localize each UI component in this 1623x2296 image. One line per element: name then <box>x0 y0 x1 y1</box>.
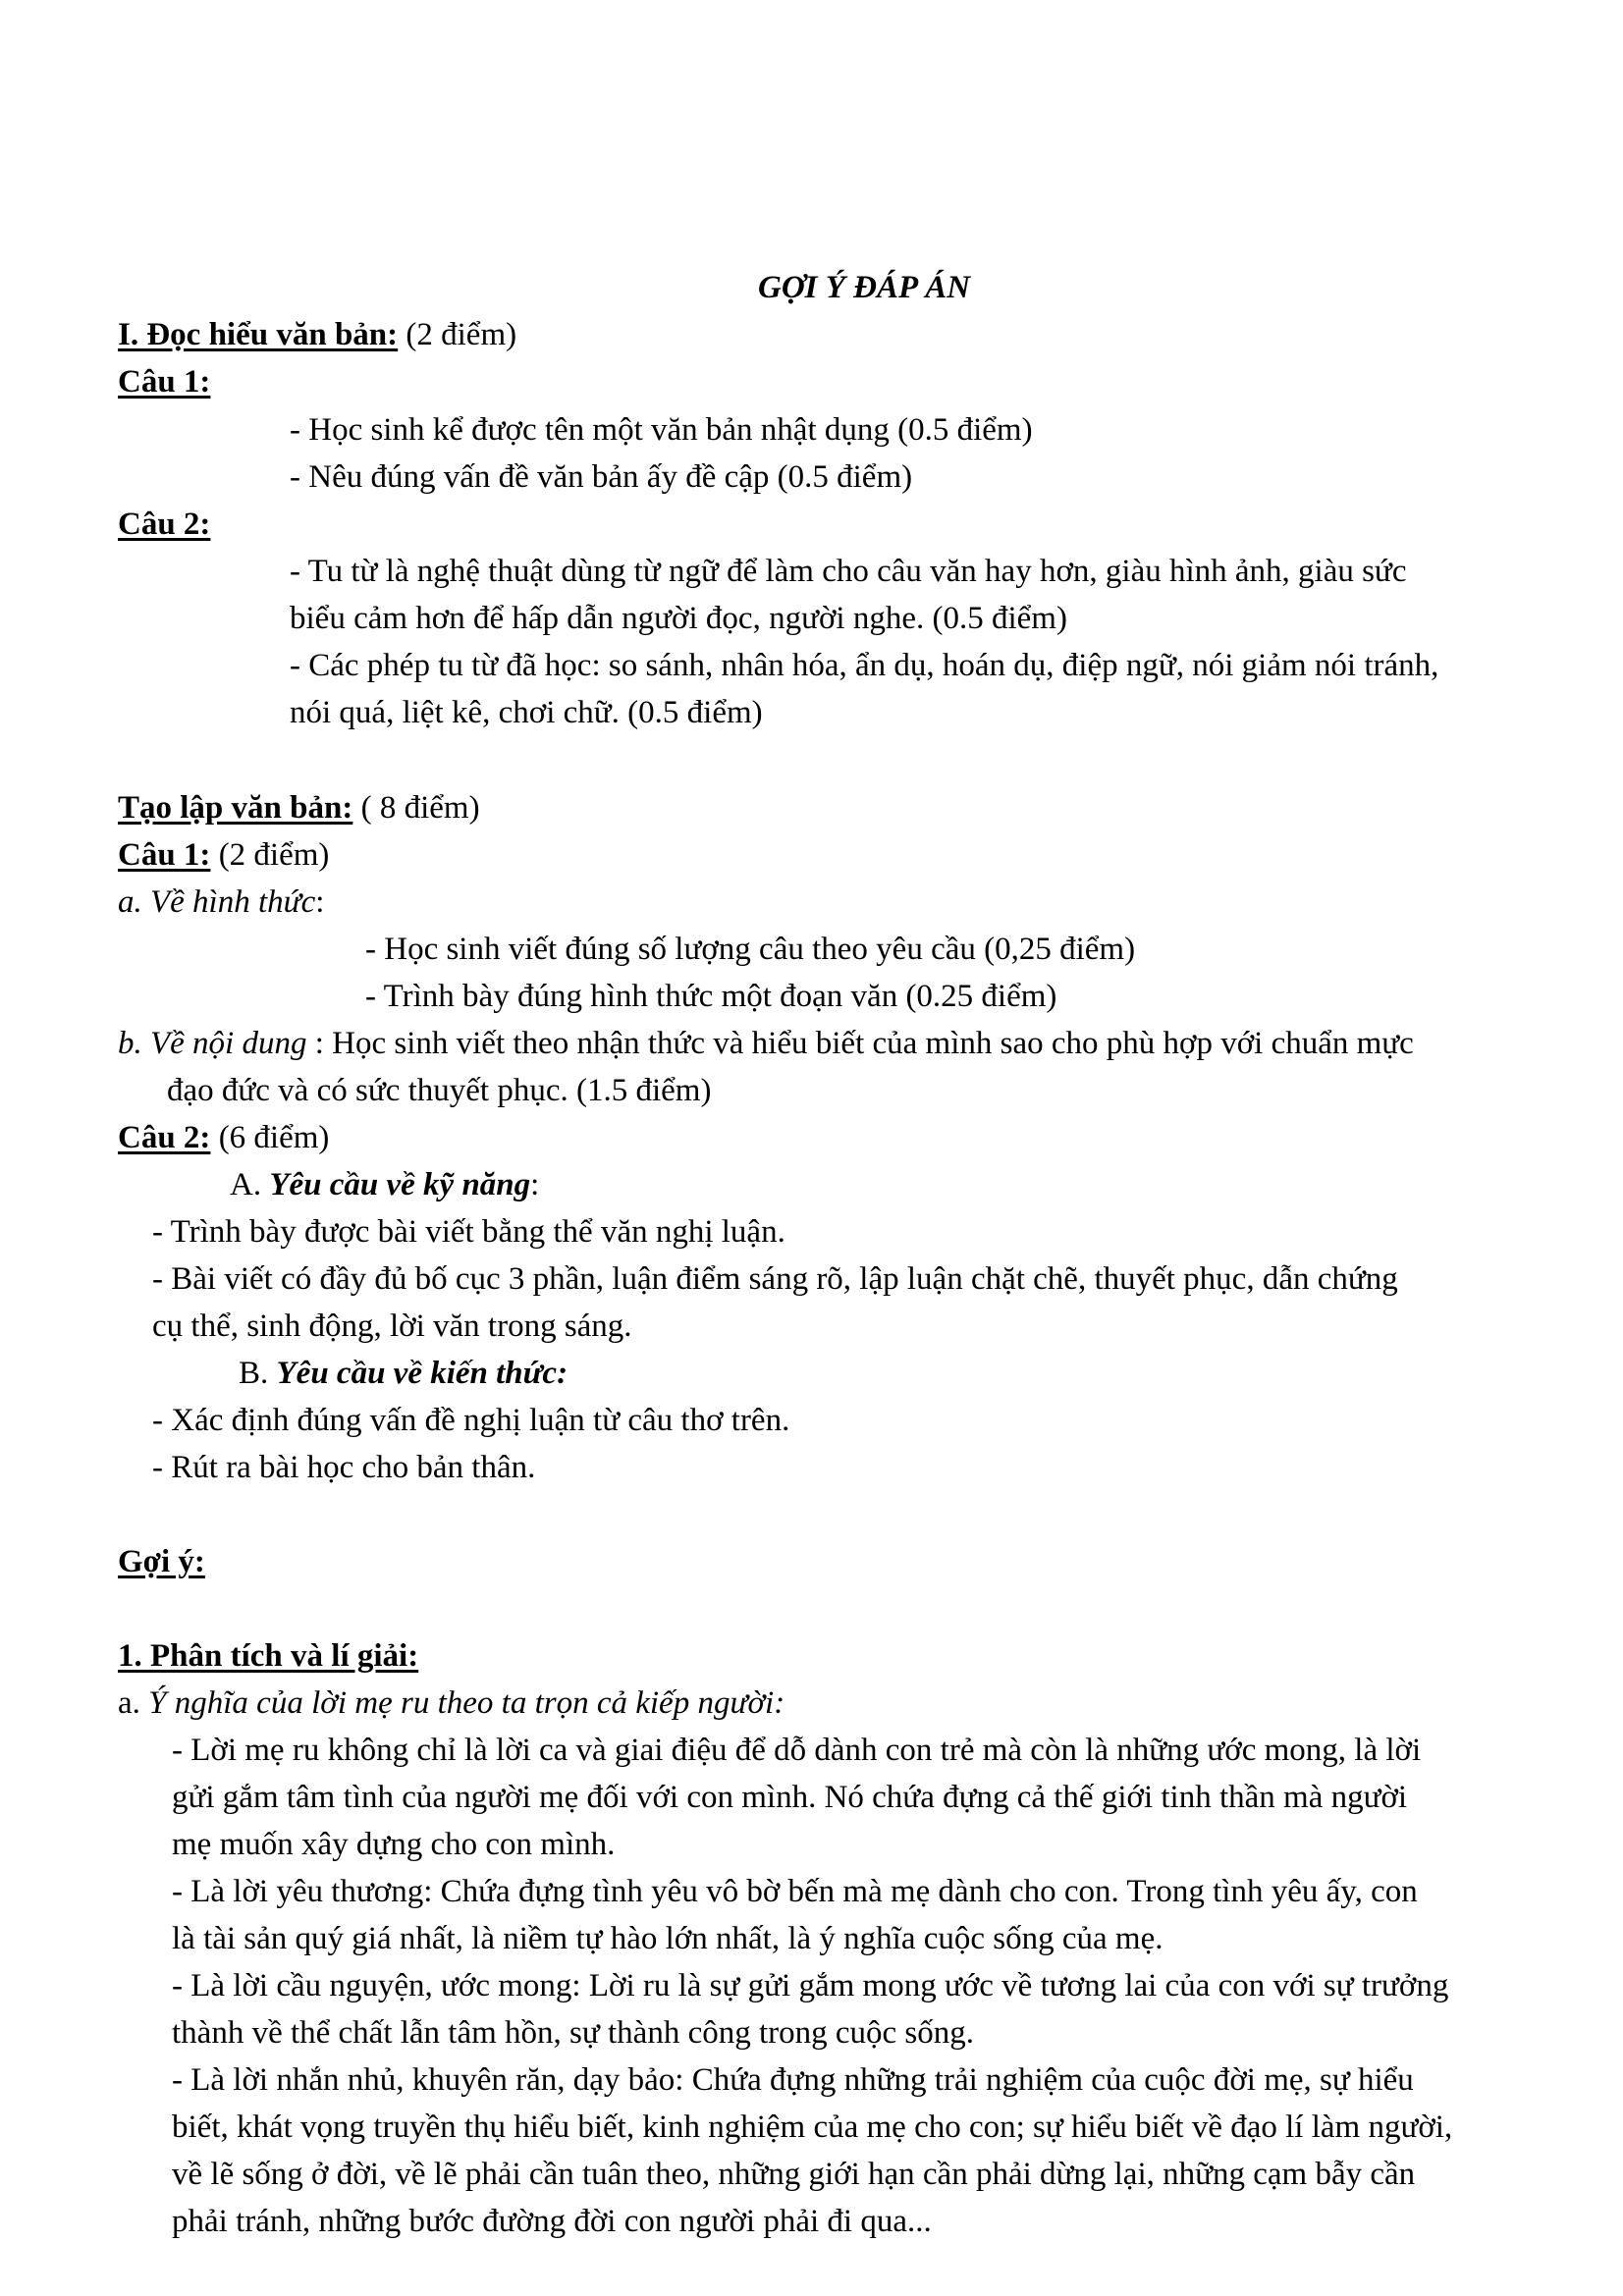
part2-q1-a-item-1: - Học sinh viết đúng số lượng câu theo yêu cầu (0,25 điểm) <box>365 932 1136 967</box>
hint-line-7: thành về thể chất lẫn tâm hồn, sự thành công trong cuộc sống. <box>172 2015 975 2051</box>
part1-heading: I. Đọc hiểu văn bản: <box>118 317 399 352</box>
hint-line-10: về lẽ sống ở đời, về lẽ phải cần tuân theo, những giới hạn cần phải dừng lại, những cạm bẫy cần <box>172 2157 1416 2192</box>
part2-q2-B-prefix: B. <box>239 1356 277 1391</box>
part1-q2-line-4: nói quá, liệt kê, chơi chữ. (0.5 điểm) <box>290 695 763 730</box>
part2-q1-b-label: b. Về nội dung <box>118 1026 307 1061</box>
part2-score: ( 8 điểm) <box>352 790 480 826</box>
hint-a-title: Ý nghĩa của lời mẹ ru theo ta trọn cả kiếp người: <box>148 1685 785 1721</box>
hint-line-1: - Lời mẹ ru không chỉ là lời ca và giai điệu để dỗ dành con trẻ mà còn là những ước mong, là lời <box>172 1733 1422 1768</box>
part2-q1-a-item-2: - Trình bày đúng hình thức một đoạn văn (0.25 điểm) <box>365 979 1057 1014</box>
part1-q1-item-2: - Nêu đúng vấn đề văn bản ấy đề cập (0.5 điểm) <box>290 459 913 495</box>
page-title: GỢI Ý ĐÁP ÁN <box>758 270 971 305</box>
part2-q2-B-line <box>239 1354 568 1393</box>
part2-q2-A-line-1: - Trình bày được bài viết bằng thể văn nghị luận. <box>152 1214 785 1250</box>
hint-line-4: - Là lời yêu thương: Chứa đựng tình yêu vô bờ bến mà mẹ dành cho con. Trong tình yêu ấy, con <box>172 1874 1418 1909</box>
part2-q2-A-colon: : <box>530 1167 540 1202</box>
part1-q1-item-1: - Học sinh kể được tên một văn bản nhật dụng (0.5 điểm) <box>290 412 1033 448</box>
part2-heading-line <box>118 788 480 828</box>
hint-section-1: 1. Phân tích và lí giải: <box>118 1638 419 1674</box>
hint-line-5: là tài sản quý giá nhất, là niềm tự hào lớn nhất, là ý nghĩa cuộc sống của mẹ. <box>172 1921 1163 1956</box>
part2-q2-A-prefix: A. <box>230 1167 270 1202</box>
part2-q2-label-line <box>118 1118 329 1157</box>
part2-q1-a-label: a. Về hình thức <box>118 884 316 920</box>
part2-q2-A-line <box>230 1165 539 1204</box>
part2-q1-a-colon: : <box>315 884 325 920</box>
part1-score: (2 điểm) <box>398 317 517 352</box>
part2-q2-A-line-3: cụ thể, sinh động, lời văn trong sáng. <box>152 1308 632 1344</box>
part1-q2-line-1: - Tu từ là nghệ thuật dùng từ ngữ để làm cho câu văn hay hơn, giàu hình ảnh, giàu sức <box>290 554 1407 589</box>
part2-q2-label: Câu 2: <box>118 1120 211 1155</box>
hint-label: Gợi ý: <box>118 1544 205 1579</box>
part2-q1-a-line <box>118 882 324 922</box>
hint-line-9: biết, khát vọng truyền thụ hiểu biết, kinh nghiệm của mẹ cho con; sự hiểu biết về đạo lí làm người, <box>172 2109 1453 2145</box>
hint-line-6: - Là lời cầu nguyện, ước mong: Lời ru là sự gửi gắm mong ước về tương lai của con với sự trưởng <box>172 1968 1449 2003</box>
hint-line-2: gửi gắm tâm tình của người mẹ đối với con mình. Nó chứa đựng cả thế giới tinh thần mà người <box>172 1780 1408 1815</box>
part2-q2-B-title: Yêu cầu về kiến thức: <box>276 1356 568 1391</box>
part2-q2-B-line-1: - Xác định đúng vấn đề nghị luận từ câu thơ trên. <box>152 1403 790 1438</box>
part2-q1-b-text-1: : Học sinh viết theo nhận thức và hiểu biết của mình sao cho phù hợp với chuẩn mực <box>306 1026 1414 1061</box>
part2-q1-b-text-2: đạo đức và có sức thuyết phục. (1.5 điểm) <box>167 1073 712 1108</box>
part2-q1-label: Câu 1: <box>118 837 211 873</box>
part1-q2-line-3: - Các phép tu từ đã học: so sánh, nhân hóa, ẩn dụ, hoán dụ, điệp ngữ, nói giảm nói tránh, <box>290 648 1439 683</box>
part2-q2-score: (6 điểm) <box>210 1120 330 1155</box>
hint-a-line <box>118 1683 784 1723</box>
part2-q1-b-line <box>118 1024 1414 1063</box>
hint-line-11: phải tránh, những bước đường đời con người phải đi qua... <box>172 2204 932 2239</box>
hint-line-8: - Là lời nhắn nhủ, khuyên răn, dạy bảo: Chứa đựng những trải nghiệm của cuộc đời mẹ, sự hiểu <box>172 2062 1414 2098</box>
part2-q1-score: (2 điểm) <box>210 837 330 873</box>
part2-q2-A-title: Yêu cầu về kỹ năng <box>269 1167 531 1202</box>
part1-q1-label: Câu 1: <box>118 364 211 400</box>
part1-q2-line-2: biểu cảm hơn để hấp dẫn người đọc, người nghe. (0.5 điểm) <box>290 601 1067 636</box>
part2-q2-B-line-2: - Rút ra bài học cho bản thân. <box>152 1450 536 1485</box>
part2-q1-label-line <box>118 835 329 875</box>
part1-heading-line <box>118 315 516 354</box>
part2-q2-A-line-2: - Bài viết có đầy đủ bố cục 3 phần, luận điểm sáng rõ, lập luận chặt chẽ, thuyết phục, dẫn chứng <box>152 1261 1398 1297</box>
hint-line-3: mẹ muốn xây dựng cho con mình. <box>172 1827 616 1862</box>
hint-a-prefix: a. <box>118 1685 149 1721</box>
part2-heading: Tạo lập văn bản: <box>118 790 353 826</box>
part1-q2-label: Câu 2: <box>118 507 211 542</box>
